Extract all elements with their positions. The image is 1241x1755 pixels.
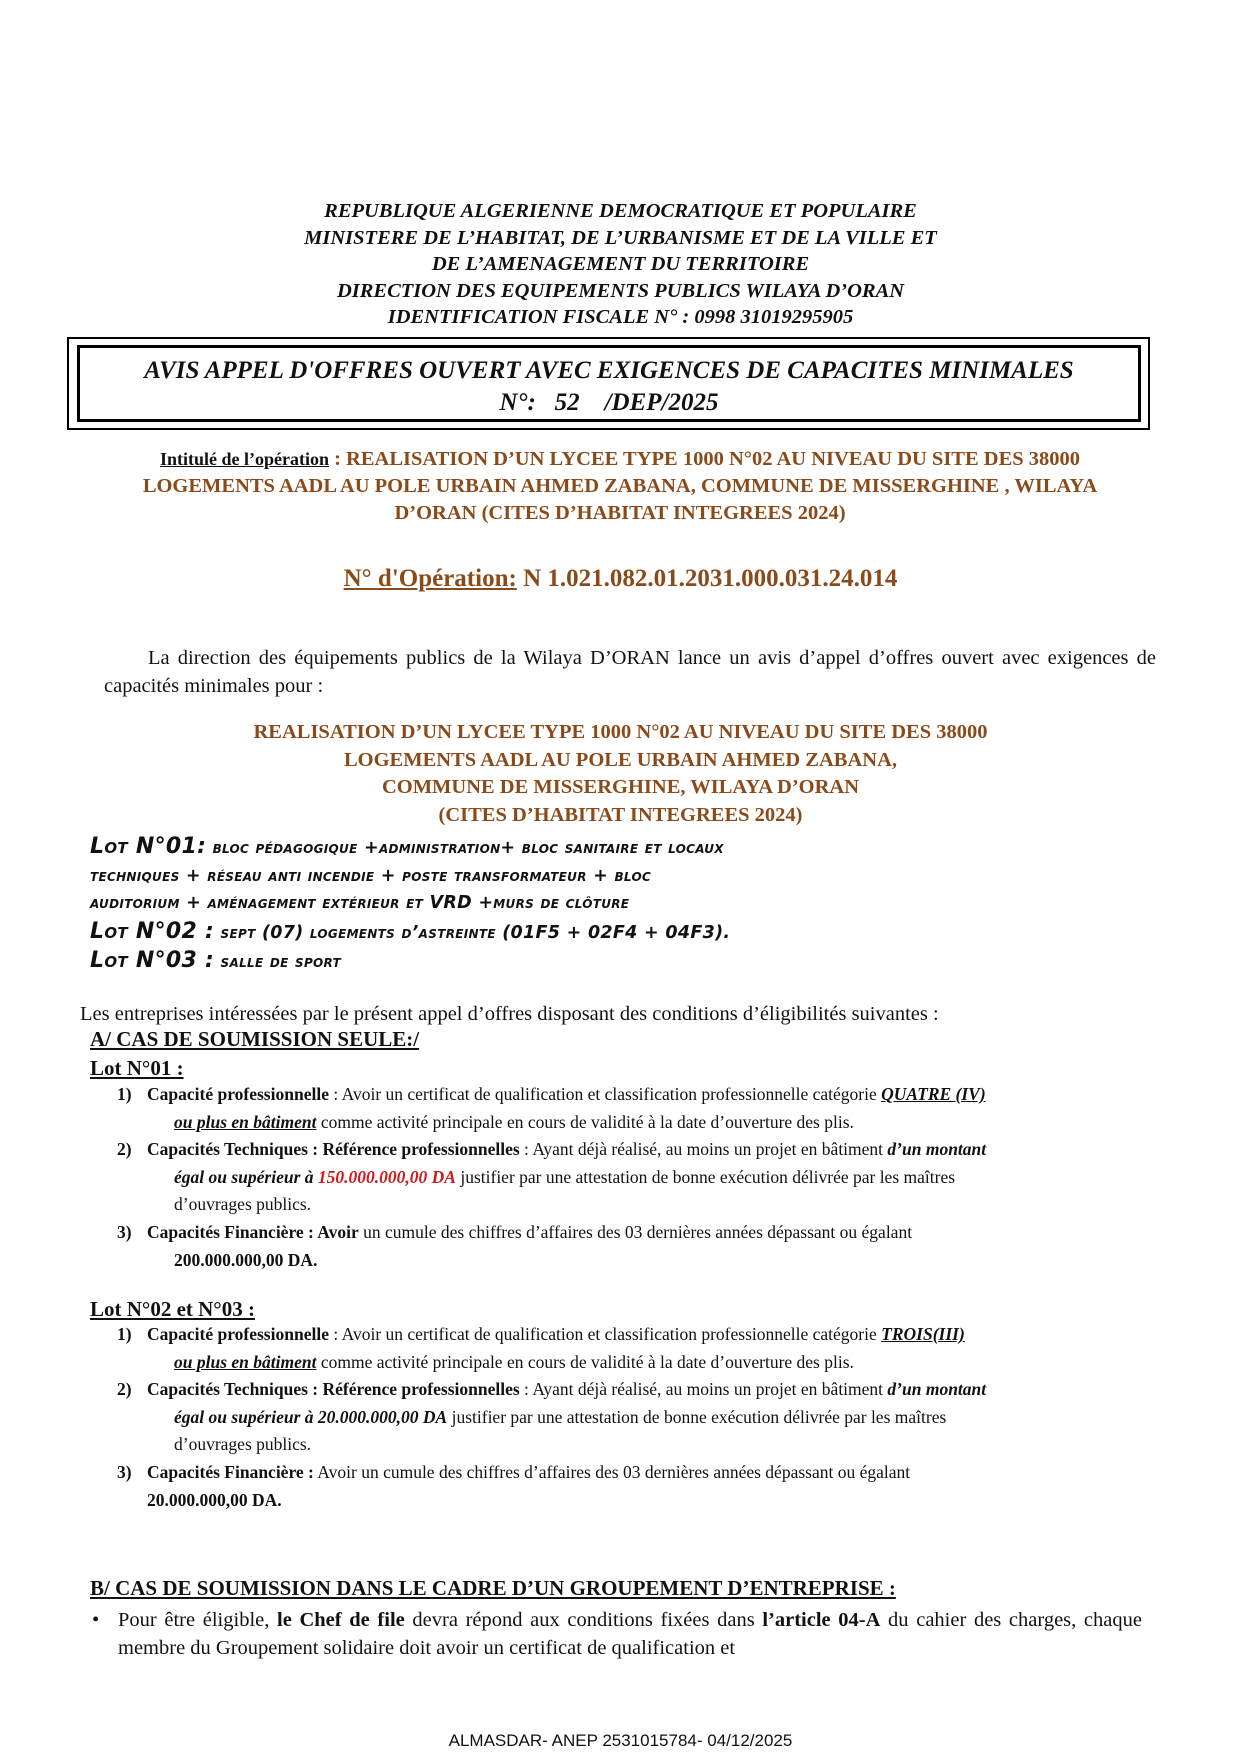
project-title-line-4: (CITES D’HABITAT INTEGREES 2024) (438, 803, 803, 826)
lot23-item-1-num: 1) (117, 1324, 132, 1344)
lot23-item-3-text: Avoir un cumule des chiffres d’affaires des 03 dernières années dépassant ou égalant (313, 1462, 911, 1482)
lot1-item-2-text: : Ayant déjà réalisé, au moins un projet en bâtiment (519, 1139, 888, 1159)
section-b-title: B/ CAS DE SOUMISSION DANS LE CADRE D’UN GROUPEMENT D’ENTREPRISE : (90, 1576, 896, 1600)
lot-1-line-3: auditorium + aménagement extérieur et VRD +murs de clôture (90, 893, 630, 913)
lot-2-text: sept (07) logements d’astreinte (01F5 + 02F4 + 04F3). (214, 922, 731, 943)
avis-number: N°: 52 /DEP/2025 (499, 389, 719, 416)
lot-2-label: Lot N°02 : (90, 918, 215, 944)
lot1-item-1-category: QUATRE (IV) (881, 1084, 986, 1104)
lot23-item-1-label: Capacité professionnelle (147, 1324, 329, 1344)
section-a-lot23-items (117, 1321, 1142, 1521)
lot-3-text: salle de sport (214, 952, 342, 972)
lot23-item-3-label: Capacités Financière : (147, 1462, 314, 1482)
section-a-lot1-heading: Lot N°01 : (90, 1056, 184, 1080)
header-line-ministere: MINISTERE DE L’HABITAT, DE L’URBANISME ET DE LA VILLE ET (304, 226, 937, 249)
section-a-title: A/ CAS DE SOUMISSION SEULE:/ (90, 1027, 420, 1051)
intro-text: La direction des équipements publics de la Wilaya D’ORAN lance un avis d’appel d’offres ouvert avec exigences de capacités minimales pour : (104, 647, 1156, 697)
section-b-chef-de-file: le Chef de file (277, 1609, 405, 1631)
operation-number-value: N 1.021.082.01.2031.000.031.24.014 (516, 565, 898, 592)
header-line-fiscal-id: IDENTIFICATION FISCALE N° : 0998 31019295905 (387, 306, 854, 328)
lot-1 (90, 833, 1170, 863)
lot1-item-2-rest: justifier par une attestation de bonne exécution délivrée par les maîtres (455, 1166, 956, 1187)
lot-3-label: Lot N°03 : (90, 948, 215, 973)
lot1-item-1-category-2: ou plus en bâtiment (174, 1111, 317, 1132)
section-b-article: l’article 04-A (762, 1609, 881, 1631)
section-b-text-1: Pour être éligible, (118, 1609, 278, 1631)
project-title-line-1: REALISATION D’UN LYCEE TYPE 1000 N°02 AU NIVEAU DU SITE DES 38000 (253, 721, 988, 743)
lot1-item-2-rest-2: d’ouvrages publics. (174, 1194, 312, 1214)
intro-paragraph (104, 644, 1156, 700)
lot1-item-1-num: 1) (117, 1084, 132, 1104)
lot23-item-3-amount: 20.000.000,00 DA. (147, 1489, 282, 1510)
lot23-item-2-text: : Ayant déjà réalisé, au moins un projet en bâtiment (519, 1379, 888, 1399)
section-b-text-3: du cahier des charges, chaque membre du Groupement solidaire doit avoir un certificat de qualification et (118, 1609, 1142, 1659)
lot-1-label: Lot N°01: (90, 834, 207, 859)
header-line-amenagement: DE L’AMENAGEMENT DU TERRITOIRE (431, 253, 810, 275)
bullet-icon: • (92, 1609, 100, 1631)
project-title-line-3: COMMUNE DE MISSERGHINE, WILAYA D’ORAN (381, 776, 860, 798)
lots-list (90, 833, 1170, 977)
lot1-item-2-montant: d’un montant (887, 1139, 987, 1159)
lot-3 (90, 947, 1170, 977)
operation-number (0, 565, 1241, 593)
lot1-item-2-num: 2) (117, 1139, 132, 1159)
lot1-item-2-label: Capacités Techniques : Référence professionnelles (147, 1139, 520, 1159)
lot-1-text-1: bloc pédagogique +administration+ bloc sanitaire et locaux (206, 838, 724, 858)
header-block (0, 198, 1241, 331)
lot1-item-3-label: Capacités Financière : Avoir (147, 1222, 359, 1242)
project-title (0, 719, 1241, 829)
intitule-label: Intitulé de l’opération (159, 449, 329, 469)
lot1-item-1-rest: comme activité principale en cours de validité à la date d’ouverture des plis. (316, 1111, 854, 1132)
section-a-lot1-items (117, 1081, 1142, 1281)
intitule-sep: : (328, 448, 347, 470)
lot1-item-1-text: : Avoir un certificat de qualification et classification professionnelle catégorie (328, 1084, 882, 1104)
lot-1-line-2: techniques + réseau anti incendie + poste transformateur + bloc (90, 865, 652, 886)
lot23-item-2-num: 2) (117, 1379, 132, 1399)
avis-title: AVIS APPEL D'OFFRES OUVERT AVEC EXIGENCES DE CAPACITES MINIMALES (144, 357, 1074, 384)
section-b-text-2: devra répond aux conditions fixées dans (404, 1609, 763, 1631)
lot1-item-3-amount: 200.000.000,00 DA. (174, 1249, 318, 1270)
lot1-item-2-egal: égal ou supérieur à (174, 1166, 318, 1187)
lot1-item-1-label: Capacité professionnelle (147, 1084, 329, 1104)
lot23-item-1-text: : Avoir un certificat de qualification et classification professionnelle catégorie (328, 1324, 882, 1344)
footer-reference: ALMASDAR- ANEP 2531015784- 04/12/2025 (448, 1731, 793, 1750)
section-a-lot23-heading: Lot N°02 et N°03 : (90, 1297, 255, 1321)
lot23-item-1-category-2: ou plus en bâtiment (174, 1351, 317, 1372)
eligibility-intro: Les entreprises intéressées par le présent appel d’offres disposant des conditions d’éligibilités suivantes : (80, 1003, 939, 1025)
lot23-item-2-egal: égal ou supérieur à 20.000.000,00 DA (174, 1406, 448, 1427)
intitule-text: REALISATION D’UN LYCEE TYPE 1000 N°02 AU NIVEAU DU SITE DES 38000 LOGEMENTS AADL AU POLE URBAIN AHMED ZABANA, COMMUNE DE MISSERGHINE , WILAYA D’ORAN (CITES D’HABITAT INTEGREES 2024) (142, 448, 1098, 524)
lot23-item-1-rest: comme activité principale en cours de validité à la date d’ouverture des plis. (316, 1351, 854, 1372)
lot23-item-2-rest: justifier par une attestation de bonne exécution délivrée par les maîtres (447, 1406, 947, 1427)
lot23-item-2-montant: d’un montant (887, 1379, 987, 1399)
operation-number-label: N° d'Opération: (343, 565, 517, 592)
lot23-item-2-rest-2: d’ouvrages publics. (174, 1434, 312, 1454)
lot23-item-3-num: 3) (117, 1462, 132, 1482)
section-b-text (118, 1606, 1142, 1662)
header-line-direction: DIRECTION DES EQUIPEMENTS PUBLICS WILAYA D’ORAN (336, 279, 905, 302)
avis-title-block (77, 355, 1141, 419)
lot1-item-2-amount: 150.000.000,00 DA (317, 1166, 456, 1187)
project-title-line-2: LOGEMENTS AADL AU POLE URBAIN AHMED ZABANA, (343, 748, 897, 771)
lot-2 (90, 918, 1170, 948)
lot23-item-2-label: Capacités Techniques : Référence professionnelles (147, 1379, 520, 1399)
operation-intitule (100, 446, 1140, 527)
lot23-item-1-category: TROIS(III) (881, 1324, 965, 1344)
header-line-republique: REPUBLIQUE ALGERIENNE DEMOCRATIQUE ET POPULAIRE (324, 200, 917, 222)
lot1-item-3-num: 3) (117, 1222, 132, 1242)
lot1-item-3-text: un cumule des chiffres d’affaires des 03 dernières années dépassant ou égalant (358, 1222, 913, 1242)
